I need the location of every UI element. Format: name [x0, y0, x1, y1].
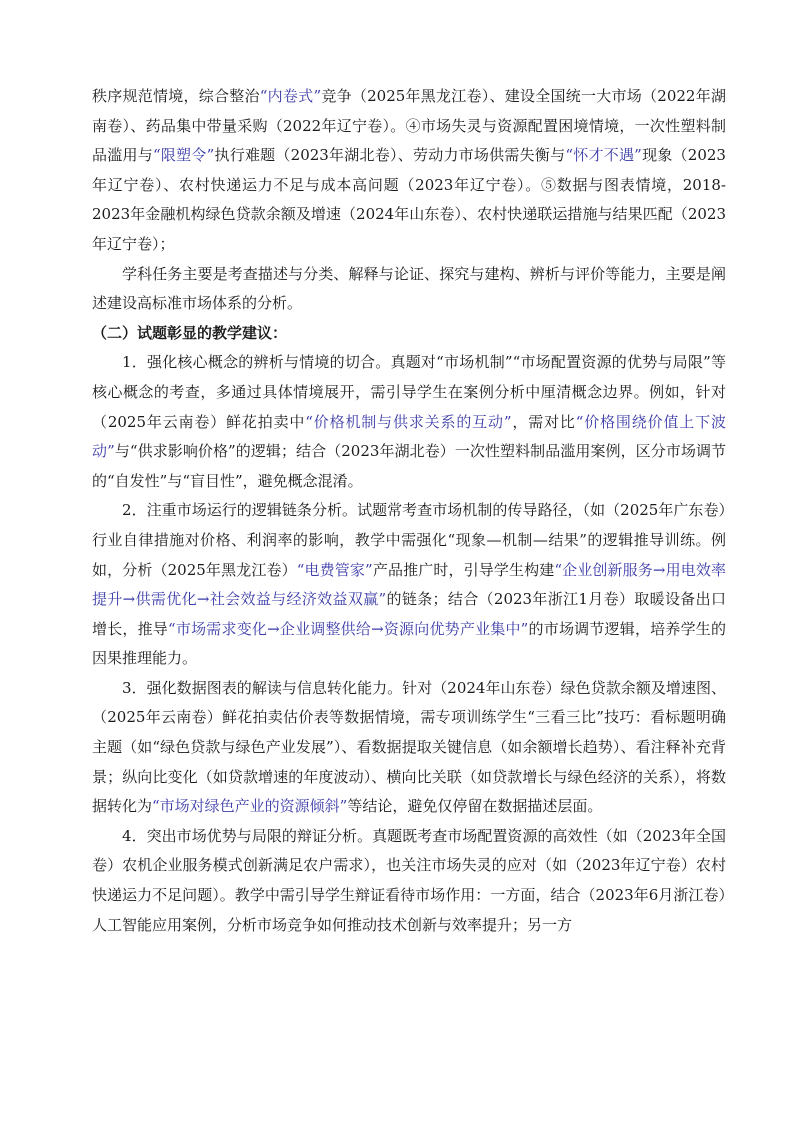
paragraph-1 [92, 82, 726, 260]
highlighted-phrase: “价格围绕价值上下波动” [92, 412, 726, 461]
paragraph-2 [92, 260, 726, 319]
highlighted-phrase: “价格机制与供求关系的互动” [305, 412, 512, 431]
text-segment: 的市场调节逻辑，培养学生的因果推理能力。 [92, 619, 726, 668]
document-page [92, 82, 726, 940]
highlighted-phrase: “怀才不遇” [565, 146, 642, 165]
text-segment: 等结论，避免仅停留在数据描述层面。 [347, 797, 603, 816]
highlighted-phrase: “市场需求变化→企业调整供给→资源向优势产业集中” [168, 619, 529, 638]
text-segment: 学科任务主要是考查描述与分类、解释与论证、探究与建构、辨析与评价等能力，主要是阐述建设高标准市场体系的分析。 [92, 264, 726, 313]
paragraph-suggestion-3 [92, 674, 726, 822]
paragraph-suggestion-4 [92, 822, 726, 940]
highlighted-phrase: “限塑令” [152, 146, 215, 165]
text-segment: 2．注重市场运行的逻辑链条分析。试题常考查市场机制的传导路径，（如（2025年广东卷）行业自律措施对价格、利润率的影响，教学中需强化“现象—机制—结果”的逻辑推导训练。例如，分析（2025年黑龙江卷） [92, 501, 726, 579]
text-segment: 1．强化核心概念的辨析与情境的切合。真题对“市场机制”“市场配置资源的优势与局限”等核心概念的考查，多通过具体情境展开，需引导学生在案例分析中厘清概念边界。例如，针对（2025年云南卷）鲜花拍卖中 [92, 353, 726, 431]
paragraph-suggestion-1 [92, 348, 726, 496]
text-segment: 与“供求影响价格”的逻辑；结合（2023年湖北卷）一次性塑料制品滥用案例，区分市场调节的“自发性”与“盲目性”，避免概念混淆。 [92, 442, 727, 490]
text-segment: 3．强化数据图表的解读与信息转化能力。针对（2024年山东卷）绿色贷款余额及增速图、（2025年云南卷）鲜花拍卖估价表等数据情境，需专项训练学生“三看三比”技巧：看标题明确主题（如“绿色贷款与绿色产业发展”）、看数据提取关键信息（如余额增长趋势）、看注释补充背景；纵向比变化（如贷款增速的年度波动）、横向比关联（如贷款增长与绿色经济的关系），将数据转化为 [92, 678, 726, 816]
text-segment: 秩序规范情境，综合整治 [92, 87, 260, 105]
text-segment: 竞争（2025年黑龙江卷）、建设全国统一大市场（2022年湖南卷）、药品集中带量采购（2022年辽宁卷）。④市场失灵与资源配置困境情境，一次性塑料制品滥用与 [92, 87, 726, 165]
text-segment: 产品推广时，引导学生构建 [372, 560, 555, 579]
paragraph-suggestion-2 [92, 496, 726, 674]
highlighted-phrase: “内卷式” [259, 87, 322, 105]
text-segment: 执行难题（2023年湖北卷）、劳动力市场供需失衡与 [214, 146, 566, 165]
highlighted-phrase: “市场对绿色产业的资源倾斜” [152, 797, 348, 816]
text-segment: 现象（2023年辽宁卷）、农村快递运力不足与成本高问题（2023年辽宁卷）。⑤数据与图表情境，2018-2023年金融机构绿色贷款余额及增速（2024年山东卷）、农村快递联运措施与结果匹配（2023年辽宁卷）； [92, 146, 726, 253]
text-segment: ，需对比 [511, 412, 576, 431]
highlighted-phrase: “企业创新服务→用电效率提升→供需优化→社会效益与经济效益双赢” [92, 560, 726, 609]
highlighted-phrase: “电费管家” [296, 560, 373, 579]
section-heading [92, 319, 726, 349]
text-segment: （二）试题彰显的教学建议： [92, 323, 288, 342]
text-segment: 4．突出市场优势与局限的辩证分析。真题既考查市场配置资源的高效性（如（2023年全国卷）农机企业服务模式创新满足农户需求），也关注市场失灵的应对（如（2023年辽宁卷）农村快递运力不足问题）。教学中需引导学生辩证看待市场作用：一方面，结合（2023年6月浙江卷）人工智能应用案例，分析市场竞争如何推动技术创新与效率提升；另一方 [92, 826, 726, 934]
text-segment: 的链条；结合（2023年浙江1月卷）取暖设备出口增长，推导 [92, 590, 726, 638]
